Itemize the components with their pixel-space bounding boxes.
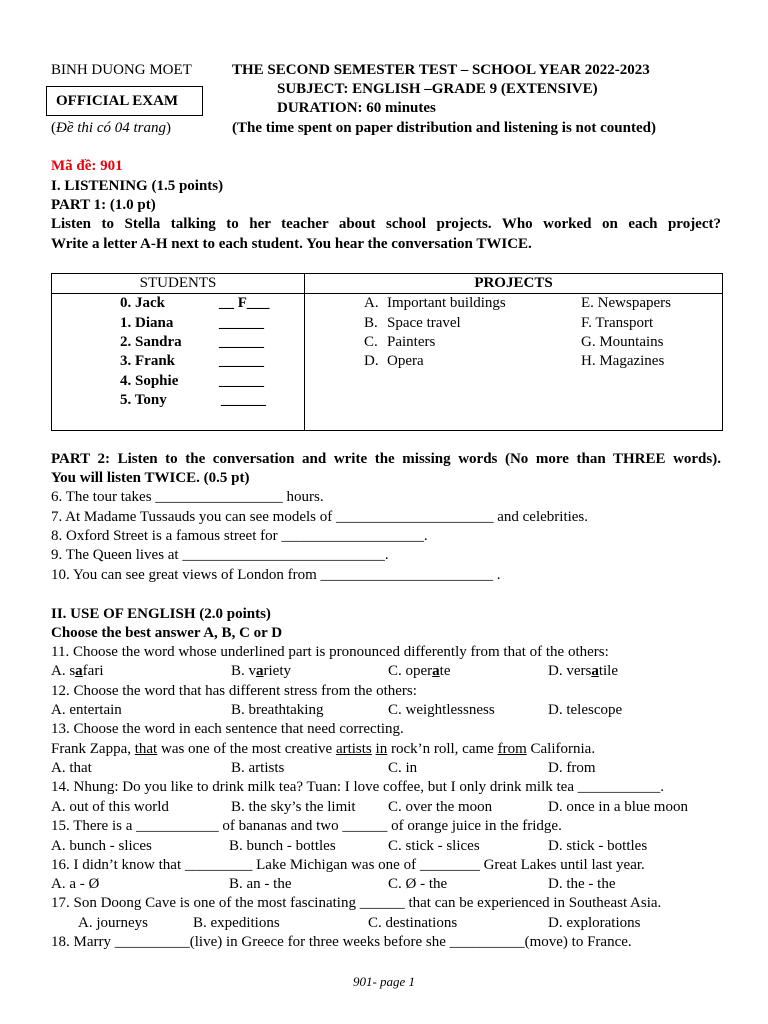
q13-option-c: C. in — [388, 760, 418, 776]
project-letter: C. — [364, 334, 378, 350]
student-name: 2. Sandra — [120, 334, 182, 350]
student-name: 0. Jack — [120, 295, 165, 311]
project-name: H. Magazines — [581, 353, 665, 369]
q13-option-b: B. artists — [231, 760, 285, 776]
projects-cell — [305, 294, 723, 431]
q11-option-a: A. safari — [51, 663, 104, 679]
student-answer-blank: ______ — [221, 392, 266, 408]
projects-table — [51, 273, 723, 431]
student-name: 3. Frank — [120, 353, 176, 369]
question-7: 7. At Madame Tussauds you can see models of _____________________ and celebrities. — [51, 509, 589, 525]
question-6: 6. The tour takes _________________ hours. — [51, 489, 324, 505]
projects-header-cell — [305, 274, 723, 294]
student-name: 5. Tony — [120, 392, 167, 408]
q14-option-b: B. the sky’s the limit — [231, 799, 356, 815]
q17-option-d: D. explorations — [548, 915, 641, 931]
student-answer: __ F___ — [219, 295, 270, 311]
q14-option-c: C. over the moon — [388, 799, 493, 815]
project-name: Space travel — [387, 315, 461, 331]
exam-code: Mã đề: 901 — [51, 158, 123, 174]
part2-title-1: PART 2: Listen to the conversation and write the missing words (No more than THREE words). — [51, 451, 721, 467]
exam-subject: SUBJECT: ENGLISH –GRADE 9 (EXTENSIVE) — [277, 81, 598, 97]
q11-option-b: B. variety — [231, 663, 292, 679]
q13-option-a: A. that — [51, 760, 92, 776]
student-answer-blank: ______ — [219, 315, 264, 331]
q17-option-c: C. destinations — [368, 915, 458, 931]
project-letter: D. — [364, 353, 379, 369]
project-name: F. Transport — [581, 315, 654, 331]
exam-note: (The time spent on paper distribution and listening is not counted) — [232, 120, 656, 136]
page-footer: 901- page 1 — [352, 974, 416, 989]
part2-title-2: You will listen TWICE. (0.5 pt) — [51, 470, 250, 486]
official-exam-label: OFFICIAL EXAM — [56, 93, 179, 109]
question-12: 12. Choose the word that has different stress from the others: — [51, 683, 417, 699]
q15-option-c: C. stick - slices — [388, 838, 480, 854]
q15-option-d: D. stick - bottles — [548, 838, 648, 854]
q12-option-d: D. telescope — [548, 702, 623, 718]
q16-option-b: B. an - the — [229, 876, 292, 892]
question-11: 11. Choose the word whose underlined part is pronounced differently from that of the others: — [51, 644, 609, 660]
question-10: 10. You can see great views of London from _______________________ . — [51, 567, 501, 583]
question-13: 13. Choose the word in each sentence that need correcting. — [51, 721, 404, 737]
part1-instruction-2: Write a letter A-H next to each student. You hear the conversation TWICE. — [51, 236, 532, 252]
use-of-english-instruction: Choose the best answer A, B, C or D — [51, 625, 283, 641]
q13-sentence: Frank Zappa, that was one of the most creative artists in rock’n roll, came from California. — [51, 741, 596, 757]
q13-option-d: D. from — [548, 760, 596, 776]
project-letter: B. — [364, 315, 378, 331]
q14-option-a: A. out of this world — [51, 799, 169, 815]
project-name: G. Mountains — [581, 334, 664, 350]
question-17: 17. Son Doong Cave is one of the most fascinating ______ that can be experienced in Southeast Asia. — [51, 895, 662, 911]
section-use-of-english-title: II. USE OF ENGLISH (2.0 points) — [51, 606, 271, 622]
student-answer-blank: ______ — [219, 353, 264, 369]
project-name: Opera — [387, 353, 424, 369]
question-9: 9. The Queen lives at ___________________________. — [51, 547, 389, 563]
section-listening-title: I. LISTENING (1.5 points) — [51, 178, 224, 194]
part1-instruction-1: Listen to Stella talking to her teacher about school projects. Who worked on each project? — [51, 216, 721, 232]
project-name: Painters — [387, 334, 436, 350]
q12-option-a: A. entertain — [51, 702, 122, 718]
question-16: 16. I didn’t know that _________ Lake Michigan was one of ________ Great Lakes until last year. — [51, 857, 645, 873]
students-header-cell — [52, 274, 305, 294]
q17-option-a: A. journeys — [78, 915, 148, 931]
q12-option-b: B. breathtaking — [231, 702, 324, 718]
q17-option-b: B. expeditions — [193, 915, 280, 931]
question-18: 18. Marry __________(live) in Greece for three weeks before she __________(move) to France. — [51, 934, 632, 950]
part1-title: PART 1: (1.0 pt) — [51, 197, 156, 213]
q16-option-d: D. the - the — [548, 876, 616, 892]
q11-option-c: C. operate — [388, 663, 451, 679]
question-14: 14. Nhung: Do you like to drink milk tea? Tuan: I love coffee, but I only drink milk tea ___________. — [51, 779, 664, 795]
student-name: 4. Sophie — [120, 373, 179, 389]
q16-option-a: A. a - Ø — [51, 876, 100, 892]
question-15: 15. There is a ___________ of bananas and two ______ of orange juice in the fridge. — [51, 818, 562, 834]
student-answer-blank: ______ — [219, 334, 264, 350]
project-letter: A. — [364, 295, 379, 311]
q12-option-c: C. weightlessness — [388, 702, 495, 718]
exam-title: THE SECOND SEMESTER TEST – SCHOOL YEAR 2022-2023 — [232, 62, 650, 78]
student-name: 1. Diana — [120, 315, 174, 331]
projects-header: PROJECTS — [474, 275, 553, 291]
students-cell — [52, 294, 305, 431]
q15-option-b: B. bunch - bottles — [229, 838, 336, 854]
q14-option-d: D. once in a blue moon — [548, 799, 688, 815]
project-name: E. Newspapers — [581, 295, 671, 311]
exam-duration: DURATION: 60 minutes — [277, 100, 436, 116]
question-8: 8. Oxford Street is a famous street for ___________________. — [51, 528, 428, 544]
moet-label: BINH DUONG MOET — [51, 62, 192, 78]
pages-note: (Đề thi có 04 trang) — [51, 120, 171, 136]
q16-option-c: C. Ø - the — [388, 876, 448, 892]
project-name: Important buildings — [387, 295, 506, 311]
q15-option-a: A. bunch - slices — [51, 838, 152, 854]
students-header: STUDENTS — [139, 275, 217, 291]
student-answer-blank: ______ — [219, 373, 264, 389]
q11-option-d: D. versatile — [548, 663, 618, 679]
